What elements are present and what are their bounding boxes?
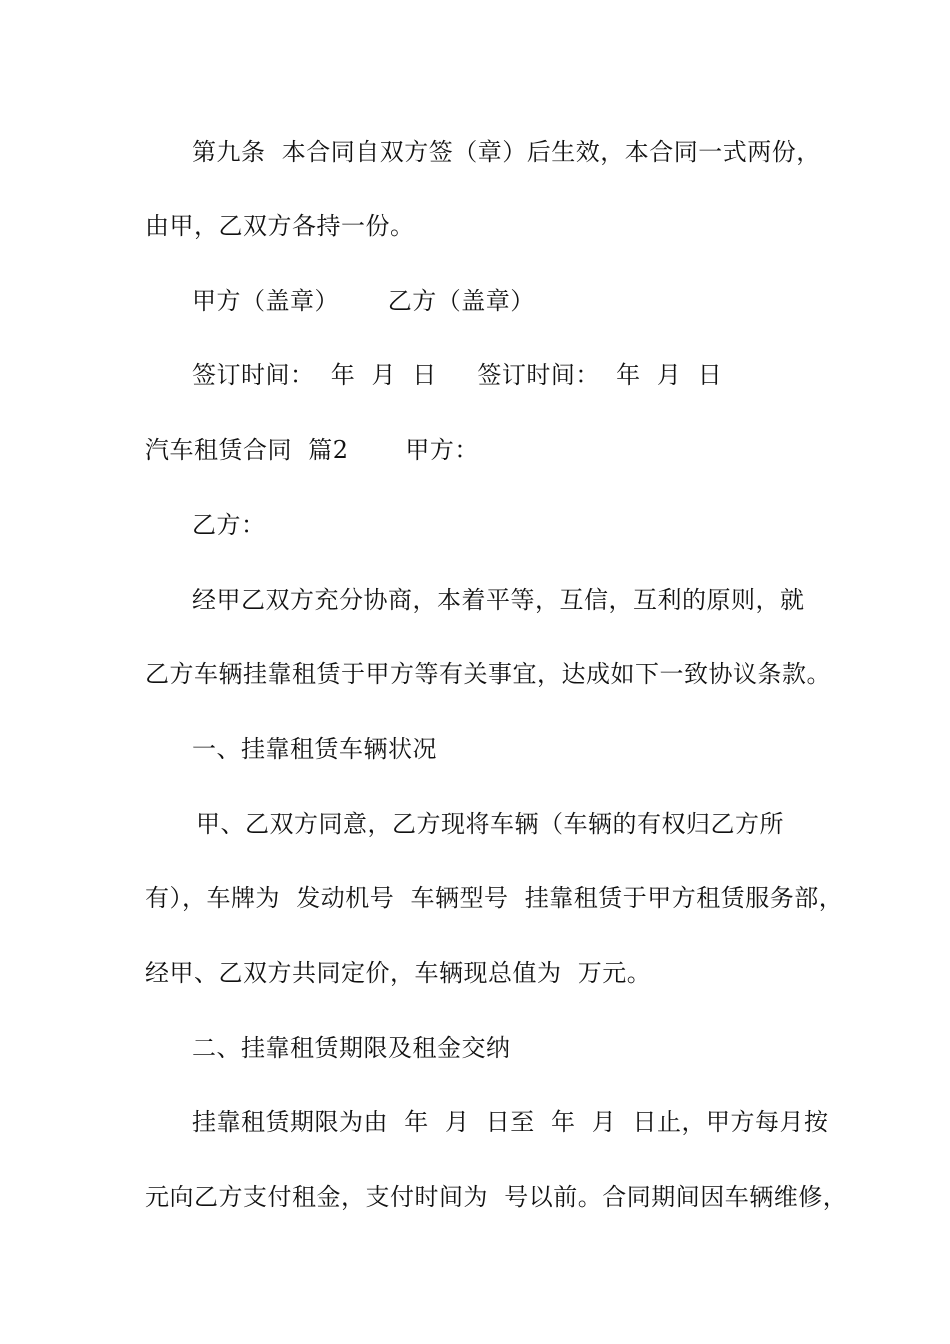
paragraph-line: 经甲乙双方充分协商，本着平等，互信，互利的原则，就 xyxy=(192,586,805,614)
section-heading: 二、挂靠租赁期限及租金交纳 xyxy=(192,1034,511,1062)
party-line: 乙方： xyxy=(192,511,266,539)
section-heading: 一、挂靠租赁车辆状况 xyxy=(192,735,437,763)
date-line: 签订时间： 年 月 日 签订时间： 年 月 日 xyxy=(192,361,723,389)
paragraph-line: 第九条 本合同自双方签（章）后生效，本合同一式两份， xyxy=(192,138,821,166)
paragraph-line: 有），车牌为 发动机号 车辆型号 挂靠租赁于甲方租赁服务部， xyxy=(145,884,844,912)
paragraph-line: 元向乙方支付租金，支付时间为 号以前。合同期间因车辆维修， xyxy=(145,1183,848,1211)
paragraph-line: 乙方车辆挂靠租赁于甲方等有关事宜，达成如下一致协议条款。 xyxy=(145,660,831,688)
paragraph-line: 经甲、乙双方共同定价，车辆现总值为 万元。 xyxy=(145,959,652,987)
paragraph-line: 由甲，乙双方各持一份。 xyxy=(145,212,415,240)
signature-line: 甲方（盖章） 乙方（盖章） xyxy=(192,287,535,315)
paragraph-line: 甲、乙双方同意，乙方现将车辆（车辆的有权归乙方所 xyxy=(196,810,784,838)
section-title: 汽车租赁合同 篇2 甲方： xyxy=(145,436,479,464)
paragraph-line: 挂靠租赁期限为由 年 月 日至 年 月 日止，甲方每月按 xyxy=(192,1108,829,1136)
